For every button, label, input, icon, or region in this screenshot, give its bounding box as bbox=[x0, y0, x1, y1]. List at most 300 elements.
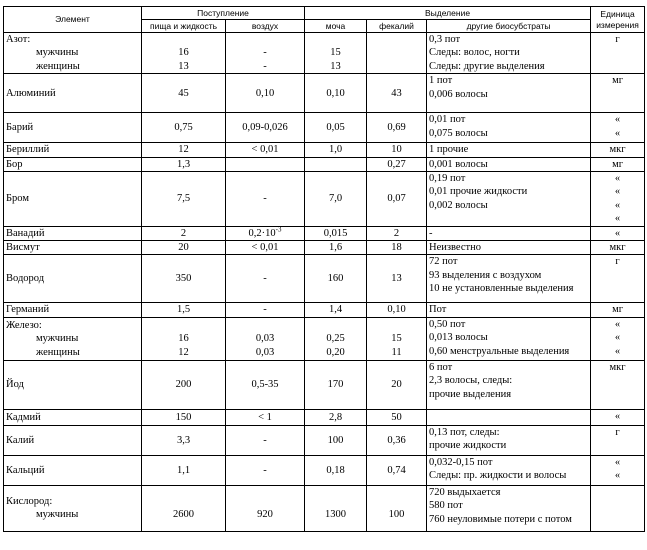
cell-line: г bbox=[615, 426, 620, 438]
cell-line: - bbox=[263, 47, 267, 59]
cell-line: 1,1 bbox=[176, 464, 191, 476]
cell-line: мужчины bbox=[36, 333, 79, 345]
cell-line: 7,5 bbox=[176, 193, 191, 205]
cell-other bbox=[427, 317, 591, 360]
cell-urine bbox=[305, 157, 367, 171]
cell-feces bbox=[367, 241, 427, 255]
cell-line: 12 bbox=[178, 144, 189, 156]
cell-line: 0,002 волосы bbox=[429, 199, 488, 211]
cell-line: прочие жидкости bbox=[429, 440, 507, 452]
header-food-water: пища и жидкость bbox=[142, 20, 226, 33]
cell-element bbox=[4, 74, 142, 113]
cell-feces bbox=[367, 409, 427, 425]
cell-line: мкг bbox=[609, 242, 626, 254]
cell-line: 0,36 bbox=[387, 434, 406, 446]
cell-unit bbox=[591, 74, 645, 113]
cell-food-water bbox=[142, 409, 226, 425]
cell-line: - bbox=[263, 60, 267, 72]
cell-line: - bbox=[429, 227, 433, 239]
cell-line: 1,6 bbox=[328, 242, 343, 254]
cell-line: 11 bbox=[391, 346, 402, 358]
table-row bbox=[4, 157, 645, 171]
cell-other bbox=[427, 172, 591, 227]
cell-line: 1 прочие bbox=[429, 144, 469, 156]
cell-line: мужчины bbox=[36, 509, 79, 521]
cell-air bbox=[226, 226, 305, 240]
cell-line: 16 bbox=[178, 47, 189, 59]
header-other: другие биосубстраты bbox=[427, 20, 591, 33]
cell-line: прочие выделения bbox=[429, 388, 512, 400]
cell-line: Кальций bbox=[6, 464, 45, 476]
cell-line: 16 bbox=[178, 333, 189, 345]
cell-unit bbox=[591, 143, 645, 157]
cell-element bbox=[4, 226, 142, 240]
cell-line: 93 выделения с воздухом bbox=[429, 269, 542, 281]
cell-line: < 0,01 bbox=[251, 144, 279, 156]
cell-air bbox=[226, 33, 305, 74]
cell-line: Неизвестно bbox=[429, 242, 481, 254]
cell-line: мг bbox=[612, 304, 624, 316]
cell-line: женщины bbox=[36, 346, 80, 358]
cell-line bbox=[369, 495, 424, 508]
cell-urine bbox=[305, 425, 367, 455]
cell-line: « bbox=[614, 470, 621, 482]
cell-line: 0,75 bbox=[174, 122, 193, 134]
cell-other bbox=[427, 360, 591, 409]
cell-urine bbox=[305, 455, 367, 485]
cell-air bbox=[226, 409, 305, 425]
table-row bbox=[4, 303, 645, 317]
cell-line: Калий bbox=[6, 434, 35, 446]
cell-line: 0,50 пот bbox=[429, 318, 466, 330]
cell-line: Следы: пр. жидкости и волосы bbox=[429, 470, 567, 482]
cell-element bbox=[4, 241, 142, 255]
cell-line: 12 bbox=[178, 346, 189, 358]
cell-other bbox=[427, 255, 591, 303]
cell-food-water bbox=[142, 241, 226, 255]
cell-element bbox=[4, 485, 142, 531]
cell-urine bbox=[305, 409, 367, 425]
cell-element bbox=[4, 157, 142, 171]
cell-line: Алюминий bbox=[6, 87, 56, 99]
cell-air bbox=[226, 303, 305, 317]
cell-line: 20 bbox=[391, 379, 402, 391]
cell-line: Висмут bbox=[6, 242, 40, 254]
table-row bbox=[4, 409, 645, 425]
cell-other bbox=[427, 485, 591, 531]
cell-line: 0,2·10 bbox=[248, 227, 276, 239]
cell-line: 200 bbox=[175, 379, 192, 391]
cell-unit bbox=[591, 157, 645, 171]
cell-line: 0,69 bbox=[387, 122, 406, 134]
cell-line: 13 bbox=[330, 60, 341, 72]
table-row bbox=[4, 33, 645, 74]
cell-line: 0,5-35 bbox=[251, 379, 279, 391]
cell-feces bbox=[367, 425, 427, 455]
cell-line: - bbox=[263, 193, 267, 205]
cell-feces bbox=[367, 303, 427, 317]
cell-element bbox=[4, 33, 142, 74]
cell-air bbox=[226, 455, 305, 485]
cell-other bbox=[427, 455, 591, 485]
cell-food-water bbox=[142, 425, 226, 455]
cell-line: Ванадий bbox=[6, 227, 45, 239]
cell-line: 2 bbox=[180, 227, 187, 239]
cell-other bbox=[427, 143, 591, 157]
cell-line: 0,075 волосы bbox=[429, 127, 488, 139]
cell-urine bbox=[305, 33, 367, 74]
cell-urine bbox=[305, 226, 367, 240]
cell-line: г bbox=[615, 34, 620, 45]
cell-line: мужчины bbox=[36, 47, 79, 59]
cell-exponent: -3 bbox=[275, 226, 282, 234]
table-row bbox=[4, 113, 645, 143]
cell-feces bbox=[367, 255, 427, 303]
cell-food-water bbox=[142, 255, 226, 303]
table-row bbox=[4, 485, 645, 531]
cell-urine bbox=[305, 74, 367, 113]
cell-urine bbox=[305, 241, 367, 255]
cell-line: Пот bbox=[429, 304, 447, 316]
cell-air bbox=[226, 172, 305, 227]
cell-unit bbox=[591, 425, 645, 455]
cell-line: 0,74 bbox=[387, 464, 406, 476]
cell-element bbox=[4, 113, 142, 143]
cell-line bbox=[369, 46, 424, 59]
cell-line: 760 неуловимые потери с потом bbox=[429, 513, 572, 525]
cell-line: - bbox=[263, 464, 267, 476]
cell-line: « bbox=[614, 213, 621, 225]
cell-line bbox=[228, 495, 302, 508]
header-output: Выделение bbox=[305, 7, 591, 20]
cell-line: 15 bbox=[330, 47, 341, 59]
cell-line: 3,3 bbox=[176, 434, 191, 446]
cell-feces bbox=[367, 113, 427, 143]
cell-line: 150 bbox=[175, 411, 192, 423]
cell-line: 0,20 bbox=[326, 346, 345, 358]
cell-unit bbox=[591, 409, 645, 425]
cell-line: Бром bbox=[6, 193, 29, 205]
cell-feces bbox=[367, 317, 427, 360]
header-row-1 bbox=[4, 7, 645, 20]
cell-line: < 1 bbox=[258, 411, 272, 423]
cell-line: « bbox=[614, 345, 621, 357]
cell-line: Барий bbox=[6, 122, 34, 134]
cell-line bbox=[144, 33, 223, 46]
cell-unit bbox=[591, 33, 645, 74]
table-row bbox=[4, 255, 645, 303]
cell-line: 13 bbox=[391, 273, 402, 285]
cell-unit bbox=[591, 360, 645, 409]
cell-line: Следы: волос, ногти bbox=[429, 47, 520, 59]
cell-line: 50 bbox=[391, 411, 402, 423]
cell-line: 18 bbox=[391, 242, 402, 254]
cell-line: 43 bbox=[391, 87, 402, 99]
cell-line bbox=[307, 33, 364, 46]
cell-line bbox=[593, 486, 642, 499]
cell-line: 0,27 bbox=[387, 158, 406, 170]
cell-line: « bbox=[614, 227, 621, 239]
cell-line: Водород bbox=[6, 273, 45, 285]
cell-line: 45 bbox=[178, 87, 189, 99]
cell-other bbox=[427, 33, 591, 74]
cell-line: Кадмий bbox=[6, 411, 41, 423]
cell-unit bbox=[591, 113, 645, 143]
cell-element bbox=[4, 409, 142, 425]
cell-air bbox=[226, 113, 305, 143]
cell-food-water bbox=[142, 360, 226, 409]
cell-line: 0,013 волосы bbox=[429, 332, 488, 344]
cell-line bbox=[228, 33, 302, 46]
cell-urine bbox=[305, 360, 367, 409]
cell-line: « bbox=[614, 114, 621, 126]
cell-air bbox=[226, 360, 305, 409]
cell-line: Йод bbox=[6, 379, 24, 391]
cell-line: « bbox=[614, 199, 621, 211]
header-air: воздух bbox=[226, 20, 305, 33]
cell-urine bbox=[305, 317, 367, 360]
cell-line: 0,10 bbox=[326, 87, 345, 99]
cell-food-water bbox=[142, 74, 226, 113]
cell-line: 0,03 bbox=[255, 346, 275, 358]
cell-line: 0,015 bbox=[323, 227, 348, 239]
cell-line: 0,18 bbox=[326, 464, 345, 476]
cell-element bbox=[4, 143, 142, 157]
cell-line: 0,25 bbox=[326, 333, 345, 345]
cell-feces bbox=[367, 157, 427, 171]
cell-air bbox=[226, 157, 305, 171]
cell-line: 0,03 bbox=[255, 333, 275, 345]
cell-line bbox=[144, 319, 223, 332]
table-body bbox=[4, 33, 645, 532]
cell-line: 1,3 bbox=[176, 158, 191, 170]
cell-line: Германий bbox=[6, 304, 50, 316]
cell-air bbox=[226, 143, 305, 157]
header-urine: моча bbox=[305, 20, 367, 33]
cell-air bbox=[226, 485, 305, 531]
cell-urine bbox=[305, 485, 367, 531]
cell-line: 72 пот bbox=[429, 256, 458, 268]
cell-line bbox=[307, 319, 364, 332]
cell-line bbox=[369, 60, 424, 73]
cell-unit bbox=[591, 303, 645, 317]
cell-unit bbox=[591, 172, 645, 227]
cell-line: 1,0 bbox=[328, 144, 343, 156]
cell-food-water bbox=[142, 317, 226, 360]
cell-line: 1 пот bbox=[429, 75, 453, 87]
cell-line: 100 bbox=[388, 509, 405, 521]
cell-line: 0,13 пот, следы: bbox=[429, 426, 500, 438]
cell-feces bbox=[367, 455, 427, 485]
cell-line: 13 bbox=[178, 60, 189, 72]
table-row bbox=[4, 74, 645, 113]
cell-line: 10 не установленные выделения bbox=[429, 283, 574, 295]
cell-line: Железо: bbox=[6, 319, 42, 331]
cell-line: - bbox=[263, 434, 267, 446]
table-row bbox=[4, 455, 645, 485]
cell-other bbox=[427, 303, 591, 317]
cell-element bbox=[4, 255, 142, 303]
cell-line: Следы: другие выделения bbox=[429, 60, 545, 72]
cell-food-water bbox=[142, 303, 226, 317]
cell-line: 1,5 bbox=[176, 304, 191, 316]
cell-food-water bbox=[142, 485, 226, 531]
cell-line: 15 bbox=[391, 333, 402, 345]
cell-line: 1,4 bbox=[328, 304, 343, 316]
cell-line: 20 bbox=[178, 242, 189, 254]
cell-line: 0,3 пот bbox=[429, 34, 461, 45]
cell-line: 10 bbox=[391, 144, 402, 156]
cell-element bbox=[4, 455, 142, 485]
cell-line bbox=[228, 319, 302, 332]
cell-other bbox=[427, 241, 591, 255]
table-row bbox=[4, 241, 645, 255]
cell-line: мг bbox=[612, 158, 624, 170]
cell-line: 7,0 bbox=[328, 193, 343, 205]
table-row bbox=[4, 317, 645, 360]
cell-line bbox=[307, 158, 364, 171]
table-row bbox=[4, 172, 645, 227]
cell-element bbox=[4, 360, 142, 409]
cell-line: 2600 bbox=[173, 509, 194, 521]
table-row bbox=[4, 425, 645, 455]
cell-food-water bbox=[142, 455, 226, 485]
cell-line: 2,8 bbox=[328, 411, 343, 423]
cell-line: 0,19 пот bbox=[429, 173, 466, 185]
table-row bbox=[4, 226, 645, 240]
table-row bbox=[4, 360, 645, 409]
cell-line: 6 пот bbox=[429, 361, 453, 373]
header-unit: Единица измерения bbox=[591, 7, 645, 33]
cell-line: 1300 bbox=[325, 509, 347, 521]
cell-line: « bbox=[614, 173, 621, 185]
cell-line bbox=[429, 410, 588, 423]
cell-line: « bbox=[614, 186, 621, 198]
cell-line bbox=[307, 495, 364, 508]
cell-unit bbox=[591, 226, 645, 240]
cell-food-water bbox=[142, 113, 226, 143]
cell-line: « bbox=[614, 456, 621, 468]
cell-line: « bbox=[614, 410, 621, 422]
cell-line: 580 пот bbox=[429, 500, 463, 512]
cell-line: 0,006 волосы bbox=[429, 88, 488, 100]
cell-line: 0,10 bbox=[387, 304, 406, 316]
cell-air bbox=[226, 241, 305, 255]
cell-food-water bbox=[142, 157, 226, 171]
cell-line bbox=[228, 158, 302, 171]
cell-line: мг bbox=[612, 75, 624, 87]
cell-line: < 0,01 bbox=[251, 242, 279, 254]
cell-air bbox=[226, 317, 305, 360]
cell-line: г bbox=[615, 256, 620, 268]
cell-unit bbox=[591, 241, 645, 255]
cell-feces bbox=[367, 33, 427, 74]
cell-line: 170 bbox=[327, 379, 344, 391]
cell-line: 0,07 bbox=[387, 193, 406, 205]
table-row bbox=[4, 143, 645, 157]
cell-line: 0,032-0,15 пот bbox=[429, 456, 493, 468]
cell-food-water bbox=[142, 226, 226, 240]
cell-unit bbox=[591, 317, 645, 360]
cell-urine bbox=[305, 255, 367, 303]
cell-element bbox=[4, 425, 142, 455]
cell-line: Бор bbox=[6, 158, 23, 170]
cell-line: 0,10 bbox=[255, 87, 275, 99]
cell-line: мкг bbox=[609, 361, 626, 373]
cell-unit bbox=[591, 255, 645, 303]
cell-line: « bbox=[614, 127, 621, 139]
cell-line bbox=[369, 33, 424, 46]
cell-line: 0,05 bbox=[326, 122, 345, 134]
cell-air bbox=[226, 74, 305, 113]
header-feces: фекалий bbox=[367, 20, 427, 33]
cell-other bbox=[427, 409, 591, 425]
cell-line: Бериллий bbox=[6, 144, 50, 156]
cell-food-water bbox=[142, 143, 226, 157]
cell-line: 0,60 менструальные выделения bbox=[429, 345, 570, 357]
cell-unit bbox=[591, 485, 645, 531]
cell-line: « bbox=[614, 332, 621, 344]
cell-unit bbox=[591, 455, 645, 485]
cell-feces bbox=[367, 360, 427, 409]
cell-line: 0,09-0,026 bbox=[242, 122, 288, 134]
cell-line bbox=[369, 319, 424, 332]
cell-line: 350 bbox=[175, 273, 192, 285]
cell-line: - bbox=[263, 273, 267, 285]
cell-element bbox=[4, 303, 142, 317]
cell-line: 0,01 прочие жидкости bbox=[429, 186, 528, 198]
cell-line bbox=[144, 495, 223, 508]
cell-line: Азот: bbox=[6, 34, 31, 45]
cell-line: 920 bbox=[257, 509, 273, 521]
cell-line: - bbox=[263, 304, 267, 316]
cell-line: 0,001 волосы bbox=[429, 158, 488, 170]
cell-line: 2,3 волосы, следы: bbox=[429, 375, 513, 387]
cell-other bbox=[427, 74, 591, 113]
elements-balance-table bbox=[3, 6, 645, 532]
cell-urine bbox=[305, 172, 367, 227]
cell-line: 100 bbox=[327, 434, 344, 446]
cell-other bbox=[427, 113, 591, 143]
header-intake: Поступление bbox=[142, 7, 305, 20]
cell-element bbox=[4, 317, 142, 360]
cell-urine bbox=[305, 303, 367, 317]
cell-line: 0,01 пот bbox=[429, 114, 466, 126]
cell-line: « bbox=[614, 318, 621, 330]
cell-air bbox=[226, 425, 305, 455]
header-element: Элемент bbox=[4, 7, 142, 33]
cell-line: мкг bbox=[609, 144, 626, 156]
cell-urine bbox=[305, 113, 367, 143]
cell-food-water bbox=[142, 172, 226, 227]
cell-line: 2 bbox=[393, 227, 400, 239]
cell-line: 160 bbox=[327, 273, 344, 285]
cell-food-water bbox=[142, 33, 226, 74]
cell-feces bbox=[367, 143, 427, 157]
cell-line: женщины bbox=[36, 60, 80, 72]
cell-line: 720 выдыхается bbox=[429, 486, 501, 498]
cell-feces bbox=[367, 172, 427, 227]
cell-other bbox=[427, 226, 591, 240]
cell-other bbox=[427, 157, 591, 171]
cell-feces bbox=[367, 485, 427, 531]
cell-line: Кислород: bbox=[6, 495, 53, 507]
cell-air bbox=[226, 255, 305, 303]
cell-other bbox=[427, 425, 591, 455]
cell-element bbox=[4, 172, 142, 227]
cell-feces bbox=[367, 226, 427, 240]
cell-feces bbox=[367, 74, 427, 113]
